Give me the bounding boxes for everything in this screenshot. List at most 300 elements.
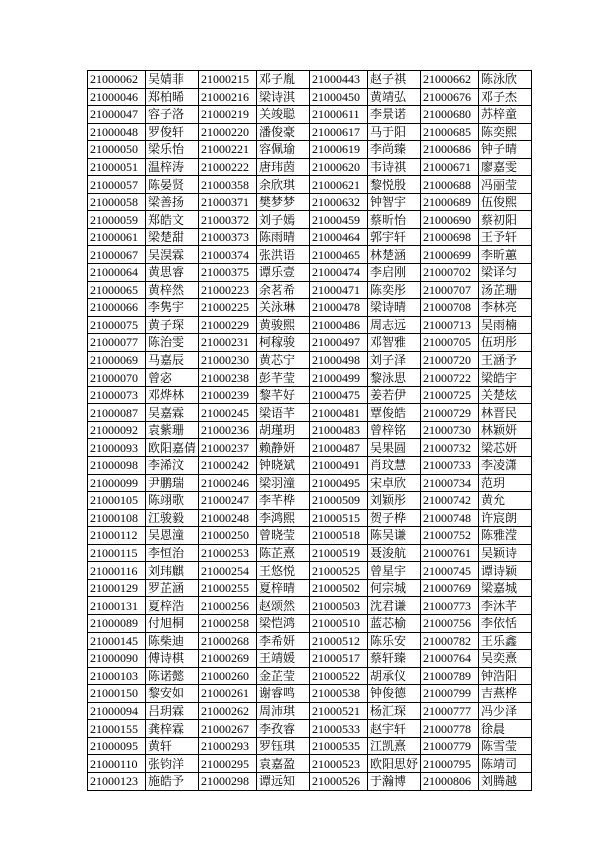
table-row: [88, 492, 532, 510]
student-id-cell: 21000773: [421, 597, 479, 615]
student-id-cell: 21000471: [310, 281, 368, 299]
student-id-cell: 21000708: [421, 299, 479, 317]
student-id-cell: 21000093: [88, 439, 146, 457]
student-name-cell: 陈奕彤: [368, 281, 421, 299]
student-id-cell: 21000764: [421, 650, 479, 668]
student-name-cell: 傅诗棋: [146, 650, 199, 668]
student-id-cell: 21000502: [310, 579, 368, 597]
student-id-cell: 21000732: [421, 439, 479, 457]
student-id-cell: 21000075: [88, 316, 146, 334]
student-id-cell: 21000698: [421, 228, 479, 246]
student-id-cell: 21000293: [199, 737, 257, 755]
student-name-cell: 柯稼骏: [257, 334, 310, 352]
table-row: [88, 123, 532, 141]
student-name-cell: 江骏毅: [146, 509, 199, 527]
student-name-cell: 王乐鑫: [479, 632, 532, 650]
student-name-cell: 樊梦梦: [257, 193, 310, 211]
student-name-cell: 陈奕熙: [479, 123, 532, 141]
student-name-cell: 伍俊熙: [479, 193, 532, 211]
table-row: [88, 702, 532, 720]
student-name-cell: 刘玮麒: [146, 562, 199, 580]
student-name-cell: 梁诗晴: [368, 299, 421, 317]
student-name-cell: 沈君谦: [368, 597, 421, 615]
table-row: [88, 544, 532, 562]
student-id-cell: 21000474: [310, 264, 368, 282]
student-name-cell: 何宗城: [368, 579, 421, 597]
student-id-cell: 21000475: [310, 386, 368, 404]
student-name-cell: 黄芯宁: [257, 351, 310, 369]
table-row: [88, 667, 532, 685]
table-row: [88, 334, 532, 352]
student-id-cell: 21000373: [199, 228, 257, 246]
student-id-cell: 21000509: [310, 492, 368, 510]
student-name-cell: 陈雪莹: [479, 737, 532, 755]
student-id-cell: 21000371: [199, 193, 257, 211]
student-id-cell: 21000533: [310, 720, 368, 738]
student-name-cell: 金芷莹: [257, 667, 310, 685]
student-name-cell: 王悠悦: [257, 562, 310, 580]
student-id-cell: 21000116: [88, 562, 146, 580]
student-id-cell: 21000481: [310, 404, 368, 422]
student-id-cell: 21000621: [310, 176, 368, 194]
table-row: [88, 71, 532, 89]
student-id-cell: 21000051: [88, 158, 146, 176]
student-name-cell: 林颖妍: [479, 421, 532, 439]
table-row: [88, 562, 532, 580]
student-name-cell: 曾宓: [146, 369, 199, 387]
student-name-cell: 刘颖彤: [368, 492, 421, 510]
student-id-cell: 21000478: [310, 299, 368, 317]
student-name-cell: 张钧洋: [146, 755, 199, 773]
student-id-cell: 21000778: [421, 720, 479, 738]
table-row: [88, 264, 532, 282]
student-name-cell: 吴奕熹: [479, 650, 532, 668]
student-name-cell: 黄子琛: [146, 316, 199, 334]
table-row: [88, 404, 532, 422]
student-id-cell: 21000374: [199, 246, 257, 264]
student-id-cell: 21000450: [310, 88, 368, 106]
student-id-cell: 21000779: [421, 737, 479, 755]
student-id-cell: 21000261: [199, 685, 257, 703]
student-id-cell: 21000686: [421, 141, 479, 159]
student-name-cell: 刘子嫣: [257, 211, 310, 229]
student-id-cell: 21000058: [88, 193, 146, 211]
student-id-cell: 21000720: [421, 351, 479, 369]
student-id-cell: 21000498: [310, 351, 368, 369]
student-id-cell: 21000089: [88, 614, 146, 632]
student-name-cell: 李昕蕙: [479, 246, 532, 264]
student-id-cell: 21000150: [88, 685, 146, 703]
student-id-cell: 21000110: [88, 755, 146, 773]
student-id-cell: 21000503: [310, 597, 368, 615]
student-id-cell: 21000464: [310, 228, 368, 246]
student-name-cell: 唐玮茵: [257, 158, 310, 176]
student-name-cell: 谭远知: [257, 772, 310, 790]
student-name-cell: 黄轩: [146, 737, 199, 755]
student-name-cell: 刘腾越: [479, 772, 532, 790]
student-id-cell: 21000535: [310, 737, 368, 755]
student-id-cell: 21000707: [421, 281, 479, 299]
table-row: [88, 106, 532, 124]
student-name-cell: 曾星宇: [368, 562, 421, 580]
student-name-cell: 谢睿鸣: [257, 685, 310, 703]
student-name-cell: 黄骏熙: [257, 316, 310, 334]
student-name-cell: 陈乐安: [368, 632, 421, 650]
student-name-cell: 贺子桦: [368, 509, 421, 527]
student-name-cell: 陈雨晴: [257, 228, 310, 246]
student-id-cell: 21000517: [310, 650, 368, 668]
student-id-cell: 21000255: [199, 579, 257, 597]
table-row: [88, 579, 532, 597]
student-name-cell: 欧阳嘉倩: [146, 439, 199, 457]
student-name-cell: 梁语芊: [257, 404, 310, 422]
student-name-cell: 杨汇琛: [368, 702, 421, 720]
student-id-cell: 21000059: [88, 211, 146, 229]
student-id-cell: 21000047: [88, 106, 146, 124]
student-name-cell: 赖静妍: [257, 439, 310, 457]
student-name-cell: 冯丽莹: [479, 176, 532, 194]
student-id-cell: 21000611: [310, 106, 368, 124]
student-name-cell: 袁嘉盈: [257, 755, 310, 773]
student-name-cell: 李凌潇: [479, 457, 532, 475]
student-id-cell: 21000048: [88, 123, 146, 141]
student-id-cell: 21000066: [88, 299, 146, 317]
student-id-cell: 21000487: [310, 439, 368, 457]
student-name-cell: 胡承仪: [368, 667, 421, 685]
student-id-cell: 21000722: [421, 369, 479, 387]
table-row: [88, 299, 532, 317]
student-name-cell: 胡瑾玥: [257, 421, 310, 439]
student-name-cell: 王予轩: [479, 228, 532, 246]
student-id-cell: 21000221: [199, 141, 257, 159]
student-name-cell: 罗俊轩: [146, 123, 199, 141]
table-row: [88, 369, 532, 387]
student-name-cell: 聂浚航: [368, 544, 421, 562]
student-name-cell: 罗芷涵: [146, 579, 199, 597]
table-row: [88, 439, 532, 457]
student-name-cell: 陈靖司: [479, 755, 532, 773]
student-id-cell: 21000522: [310, 667, 368, 685]
student-id-cell: 21000215: [199, 71, 257, 89]
student-name-cell: 肖玟慧: [368, 457, 421, 475]
student-name-cell: 于瀚博: [368, 772, 421, 790]
student-id-cell: 21000242: [199, 457, 257, 475]
student-id-cell: 21000222: [199, 158, 257, 176]
student-id-cell: 21000260: [199, 667, 257, 685]
student-id-cell: 21000219: [199, 106, 257, 124]
student-name-cell: 李希妍: [257, 632, 310, 650]
student-name-cell: 李恒治: [146, 544, 199, 562]
student-name-cell: 梁善扬: [146, 193, 199, 211]
student-id-cell: 21000269: [199, 650, 257, 668]
student-name-cell: 覃俊皓: [368, 404, 421, 422]
table-row: [88, 650, 532, 668]
student-id-cell: 21000067: [88, 246, 146, 264]
student-name-cell: 容子洛: [146, 106, 199, 124]
table-row: [88, 351, 532, 369]
student-id-cell: 21000705: [421, 334, 479, 352]
student-id-cell: 21000523: [310, 755, 368, 773]
student-name-cell: 黎安如: [146, 685, 199, 703]
student-id-cell: 21000073: [88, 386, 146, 404]
student-id-cell: 21000070: [88, 369, 146, 387]
student-id-cell: 21000486: [310, 316, 368, 334]
student-id-cell: 21000685: [421, 123, 479, 141]
student-name-cell: 梁恺鸿: [257, 614, 310, 632]
student-id-cell: 21000525: [310, 562, 368, 580]
student-id-cell: 21000103: [88, 667, 146, 685]
student-id-cell: 21000806: [421, 772, 479, 790]
student-name-cell: 廖嘉雯: [479, 158, 532, 176]
student-id-cell: 21000690: [421, 211, 479, 229]
student-id-cell: 21000676: [421, 88, 479, 106]
student-name-cell: 关泳琳: [257, 299, 310, 317]
student-name-cell: 李孜睿: [257, 720, 310, 738]
student-id-cell: 21000229: [199, 316, 257, 334]
student-id-cell: 21000538: [310, 685, 368, 703]
student-name-cell: 陈翊歌: [146, 492, 199, 510]
student-id-cell: 21000730: [421, 421, 479, 439]
student-name-cell: 梁羽潼: [257, 474, 310, 492]
student-name-cell: 黄梓然: [146, 281, 199, 299]
student-name-cell: 周志远: [368, 316, 421, 334]
student-name-cell: 余欣琪: [257, 176, 310, 194]
student-id-cell: 21000729: [421, 404, 479, 422]
student-name-cell: 吴雨楠: [479, 316, 532, 334]
student-id-cell: 21000145: [88, 632, 146, 650]
student-name-cell: 黎芊好: [257, 386, 310, 404]
student-id-cell: 21000671: [421, 158, 479, 176]
student-id-cell: 21000090: [88, 650, 146, 668]
student-name-cell: 钟俊德: [368, 685, 421, 703]
student-id-cell: 21000491: [310, 457, 368, 475]
student-name-cell: 陈治雯: [146, 334, 199, 352]
student-id-cell: 21000689: [421, 193, 479, 211]
student-id-cell: 21000680: [421, 106, 479, 124]
student-id-cell: 21000465: [310, 246, 368, 264]
student-id-cell: 21000358: [199, 176, 257, 194]
student-id-cell: 21000077: [88, 334, 146, 352]
student-name-cell: 关竣聪: [257, 106, 310, 124]
student-id-cell: 21000112: [88, 527, 146, 545]
student-name-cell: 伍玥彤: [479, 334, 532, 352]
student-name-cell: 袁紫珊: [146, 421, 199, 439]
student-name-cell: 黄靖弘: [368, 88, 421, 106]
student-name-cell: 梁译匀: [479, 264, 532, 282]
student-name-cell: 彭芊莹: [257, 369, 310, 387]
student-id-cell: 21000497: [310, 334, 368, 352]
student-id-cell: 21000443: [310, 71, 368, 89]
student-id-cell: 21000515: [310, 509, 368, 527]
student-name-cell: 邓子胤: [257, 71, 310, 89]
student-id-cell: 21000238: [199, 369, 257, 387]
student-name-cell: 钟子晴: [479, 141, 532, 159]
student-id-cell: 21000256: [199, 597, 257, 615]
table-row: [88, 176, 532, 194]
student-name-cell: 吴淏霖: [146, 246, 199, 264]
student-id-cell: 21000756: [421, 614, 479, 632]
student-name-cell: 陈芷熹: [257, 544, 310, 562]
student-name-cell: 蓝芯榆: [368, 614, 421, 632]
student-name-cell: 蔡初阳: [479, 211, 532, 229]
student-id-cell: 21000258: [199, 614, 257, 632]
student-id-cell: 21000237: [199, 439, 257, 457]
student-id-cell: 21000115: [88, 544, 146, 562]
student-id-cell: 21000062: [88, 71, 146, 89]
student-name-cell: 陈柴迪: [146, 632, 199, 650]
student-name-cell: 梁芯妍: [479, 439, 532, 457]
student-name-cell: 钟晓斌: [257, 457, 310, 475]
student-name-cell: 潘俊豪: [257, 123, 310, 141]
student-name-cell: 施皓予: [146, 772, 199, 790]
student-id-cell: 21000065: [88, 281, 146, 299]
student-name-cell: 郑柏晞: [146, 88, 199, 106]
student-id-cell: 21000632: [310, 193, 368, 211]
table-row: [88, 193, 532, 211]
student-name-cell: 容佩瑜: [257, 141, 310, 159]
student-id-cell: 21000245: [199, 404, 257, 422]
student-id-cell: 21000521: [310, 702, 368, 720]
student-id-cell: 21000095: [88, 737, 146, 755]
student-name-cell: 李鸿熙: [257, 509, 310, 527]
student-name-cell: 邓智雅: [368, 334, 421, 352]
student-id-cell: 21000499: [310, 369, 368, 387]
student-name-cell: 赵子祺: [368, 71, 421, 89]
student-name-cell: 林晋民: [479, 404, 532, 422]
student-id-cell: 21000050: [88, 141, 146, 159]
student-id-cell: 21000795: [421, 755, 479, 773]
student-name-cell: 夏梓浩: [146, 597, 199, 615]
student-id-cell: 21000619: [310, 141, 368, 159]
student-name-cell: 关楚炫: [479, 386, 532, 404]
student-id-cell: 21000510: [310, 614, 368, 632]
student-id-cell: 21000223: [199, 281, 257, 299]
student-id-cell: 21000225: [199, 299, 257, 317]
table-row: [88, 614, 532, 632]
table-row: [88, 421, 532, 439]
student-name-cell: 刘子泽: [368, 351, 421, 369]
student-name-cell: 陈吴谦: [368, 527, 421, 545]
student-id-cell: 21000254: [199, 562, 257, 580]
student-name-cell: 马于阳: [368, 123, 421, 141]
student-name-cell: 李林亮: [479, 299, 532, 317]
student-id-cell: 21000253: [199, 544, 257, 562]
student-name-cell: 马嘉辰: [146, 351, 199, 369]
student-id-cell: 21000620: [310, 158, 368, 176]
student-name-cell: 梁嘉城: [479, 579, 532, 597]
student-id-cell: 21000230: [199, 351, 257, 369]
student-name-cell: 王靖媛: [257, 650, 310, 668]
table-row: [88, 632, 532, 650]
student-id-cell: 21000372: [199, 211, 257, 229]
student-id-cell: 21000105: [88, 492, 146, 510]
student-name-cell: 吉燕桦: [479, 685, 532, 703]
student-id-cell: 21000061: [88, 228, 146, 246]
student-name-cell: 梁乐怡: [146, 141, 199, 159]
student-name-cell: 郑皓文: [146, 211, 199, 229]
student-name-cell: 郭宇轩: [368, 228, 421, 246]
student-name-cell: 吴颖诗: [479, 544, 532, 562]
student-name-cell: 吴婧菲: [146, 71, 199, 89]
student-id-cell: 21000123: [88, 772, 146, 790]
student-name-cell: 谭诗颖: [479, 562, 532, 580]
student-id-cell: 21000099: [88, 474, 146, 492]
student-name-cell: 曾梓铭: [368, 421, 421, 439]
student-name-cell: 李依恬: [479, 614, 532, 632]
student-name-cell: 余茗希: [257, 281, 310, 299]
student-id-cell: 21000725: [421, 386, 479, 404]
student-name-cell: 张洪语: [257, 246, 310, 264]
student-id-cell: 21000713: [421, 316, 479, 334]
student-name-cell: 吴果圆: [368, 439, 421, 457]
student-name-cell: 范玥: [479, 474, 532, 492]
student-name-cell: 温梓涛: [146, 158, 199, 176]
student-name-cell: 李景诺: [368, 106, 421, 124]
student-id-cell: 21000064: [88, 264, 146, 282]
student-name-cell: 欧阳思妤: [368, 755, 421, 773]
student-id-cell: 21000789: [421, 667, 479, 685]
student-id-cell: 21000268: [199, 632, 257, 650]
table-row: [88, 158, 532, 176]
student-name-cell: 韦诗祺: [368, 158, 421, 176]
student-id-cell: 21000777: [421, 702, 479, 720]
student-name-cell: 江凯熹: [368, 737, 421, 755]
table-row: [88, 141, 532, 159]
student-id-cell: 21000131: [88, 597, 146, 615]
student-name-cell: 汤芷珊: [479, 281, 532, 299]
student-name-cell: 赵宇轩: [368, 720, 421, 738]
student-id-cell: 21000761: [421, 544, 479, 562]
student-id-cell: 21000662: [421, 71, 479, 89]
student-id-cell: 21000699: [421, 246, 479, 264]
student-name-cell: 李隽宇: [146, 299, 199, 317]
student-name-cell: 李沐芊: [479, 597, 532, 615]
student-id-cell: 21000248: [199, 509, 257, 527]
student-id-cell: 21000518: [310, 527, 368, 545]
student-name-cell: 李浠汶: [146, 457, 199, 475]
table-row: [88, 685, 532, 703]
student-name-cell: 冯少泽: [479, 702, 532, 720]
student-id-cell: 21000745: [421, 562, 479, 580]
student-id-cell: 21000752: [421, 527, 479, 545]
table-row: [88, 457, 532, 475]
student-id-cell: 21000087: [88, 404, 146, 422]
table-row: [88, 527, 532, 545]
student-id-cell: 21000526: [310, 772, 368, 790]
student-id-cell: 21000246: [199, 474, 257, 492]
student-id-cell: 21000295: [199, 755, 257, 773]
student-name-cell: 李芊桦: [257, 492, 310, 510]
student-id-cell: 21000519: [310, 544, 368, 562]
table-row: [88, 88, 532, 106]
student-name-cell: 蔡昕怡: [368, 211, 421, 229]
student-name-cell: 周沛琪: [257, 702, 310, 720]
student-name-cell: 尹鹏瑞: [146, 474, 199, 492]
student-id-cell: 21000262: [199, 702, 257, 720]
student-name-cell: 夏梓晴: [257, 579, 310, 597]
student-id-cell: 21000098: [88, 457, 146, 475]
student-id-cell: 21000094: [88, 702, 146, 720]
student-id-cell: 21000799: [421, 685, 479, 703]
student-id-cell: 21000236: [199, 421, 257, 439]
student-id-cell: 21000734: [421, 474, 479, 492]
student-id-cell: 21000512: [310, 632, 368, 650]
student-name-cell: 付旭桐: [146, 614, 199, 632]
student-id-cell: 21000239: [199, 386, 257, 404]
student-name-cell: 陈雅滢: [479, 527, 532, 545]
student-name-cell: 梁楚甜: [146, 228, 199, 246]
student-name-cell: 林楚涵: [368, 246, 421, 264]
